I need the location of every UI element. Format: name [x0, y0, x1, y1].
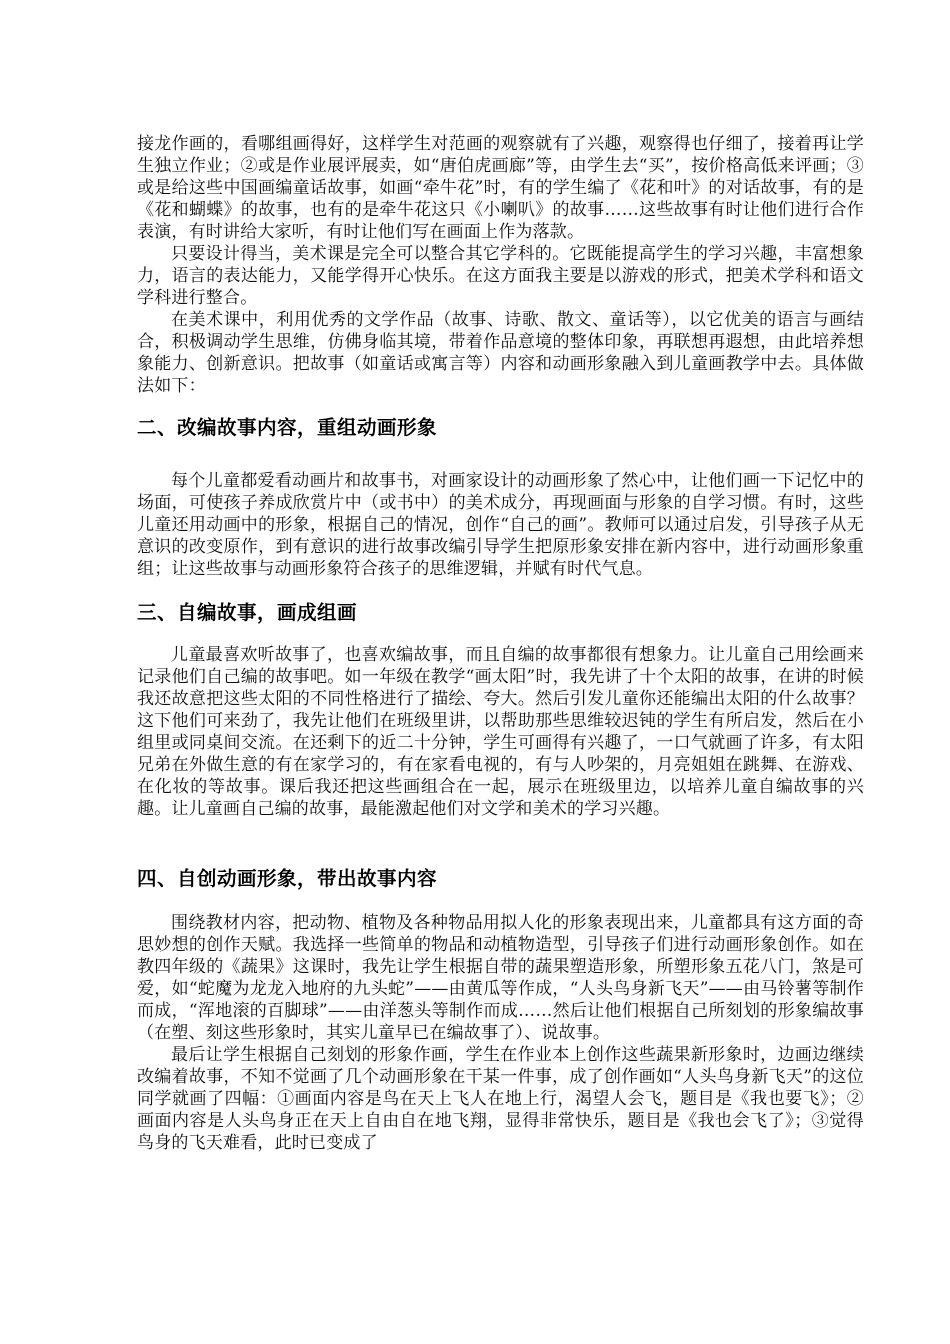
section-heading: 三、自编故事，画成组画 [137, 601, 358, 624]
section-heading: 二、改编故事内容，重组动画形象 [137, 416, 438, 439]
paragraph: 最后让学生根据自己刻划的形象作画，学生在作业本上创作这些蔬果新形象时，边画边继续改编着故事，不知不觉画了几个动画形象在干某一件事，成了创作画如“人头鸟身新飞天”的这位同学就画了四幅：①画面内容是鸟在天上飞人在地上行，渴望人会飞，题目是《我也要飞》；②画面内容是人头鸟身正在天上自由自在地飞翔，显得非常快乐，题目是《我也会飞了》；③觉得鸟身的飞天难看，此时已变成了 [137, 1045, 864, 1153]
paragraph: 围绕教材内容，把动物、植物及各种物品用拟人化的形象表现出来，儿童都具有这方面的奇思妙想的创作天赋。我选择一些简单的物品和动植物造型，引导孩子们进行动画形象创作。如在教四年级的《蔬果》这课时，我先让学生根据自带的蔬果塑造形象，所塑形象五花八门，煞是可爱，如“蛇魔为龙龙入地府的九头蛇”——由黄瓜等作成，“人头鸟身新飞天”——由马铃薯等制作而成，“浑地滚的百脚球”——由洋葱头等制作而成……然后让他们根据自己所刻划的形象编故事（在塑、刻这些形象时，其实儿童早已在编故事了）、说故事。 [137, 913, 864, 1043]
document-body [137, 133, 864, 1154]
paragraph: 儿童最喜欢听故事了，也喜欢编故事，而且自编的故事都很有想象力。让儿童自己用绘画来记录他们自己编的故事吧。如一年级在教学“画太阳”时，我先讲了十个太阳的故事，在讲的时候我还故意把这些太阳的不同性格进行了描绘、夸大。然后引发儿童你还能编出太阳的什么故事？这下他们可来劲了，我先让他们在班级里讲，以帮助那些思维较迟钝的学生有所启发，然后在小组里或同桌间交流。在还剩下的近二十分钟，学生可画得有兴趣了，一口气就画了许多，有太阳兄弟在外做生意的有在家学习的，有在家看电视的，有与人吵架的，月亮姐姐在跳舞、在游戏、在化妆的等故事。课后我还把这些画组合在一起，展示在班级里边，以培养儿童自编故事的兴趣。让儿童画自己编的故事，最能激起他们对文学和美术的学习兴趣。 [137, 645, 864, 819]
section-heading: 四、自创动画形象，带出故事内容 [137, 867, 438, 890]
paragraph: 只要设计得当，美术课是完全可以整合其它学科的。它既能提高学生的学习兴趣，丰富想象力，语言的表达能力，又能学得开心快乐。在这方面我主要是以游戏的形式，把美术学科和语文学科进行整合。 [137, 244, 864, 308]
paragraph: 每个儿童都爱看动画片和故事书，对画家设计的动画形象了然心中，让他们画一下记忆中的场面，可使孩子养成欣赏片中（或书中）的美术成分，再现画面与形象的自学习惯。有时，这些儿童还用动画中的形象，根据自己的情况，创作“自己的画”。教师可以通过启发，引导孩子从无意识的改变原作，到有意识的进行故事改编引导学生把原形象安排在新内容中，进行动画形象重组；让这些故事与动画形象符合孩子的思维逻辑，并赋有时代气息。 [137, 471, 864, 579]
paragraph: 在美术课中，利用优秀的文学作品（故事、诗歌、散文、童话等），以它优美的语言与画结合，积极调动学生思维，仿佛身临其境，带着作品意境的整体印象，再联想再遐想，由此培养想象能力、创新意识。把故事（如童话或寓言等）内容和动画形象融入到儿童画教学中去。具体做法如下： [137, 310, 864, 396]
paragraph: 接龙作画的，看哪组画得好，这样学生对范画的观察就有了兴趣，观察得也仔细了，接着再让学生独立作业；②或是作业展评展卖，如“唐伯虎画廊”等，由学生去“买”，按价格高低来评画；③或是给这些中国画编童话故事，如画“牵牛花”时，有的学生编了《花和叶》的对话故事，有的是《花和蝴蝶》的故事，也有的是牵牛花这只《小喇叭》的故事……这些故事有时让他们进行合作表演，有时讲给大家听，有时让他们写在画面上作为落款。 [137, 134, 864, 242]
